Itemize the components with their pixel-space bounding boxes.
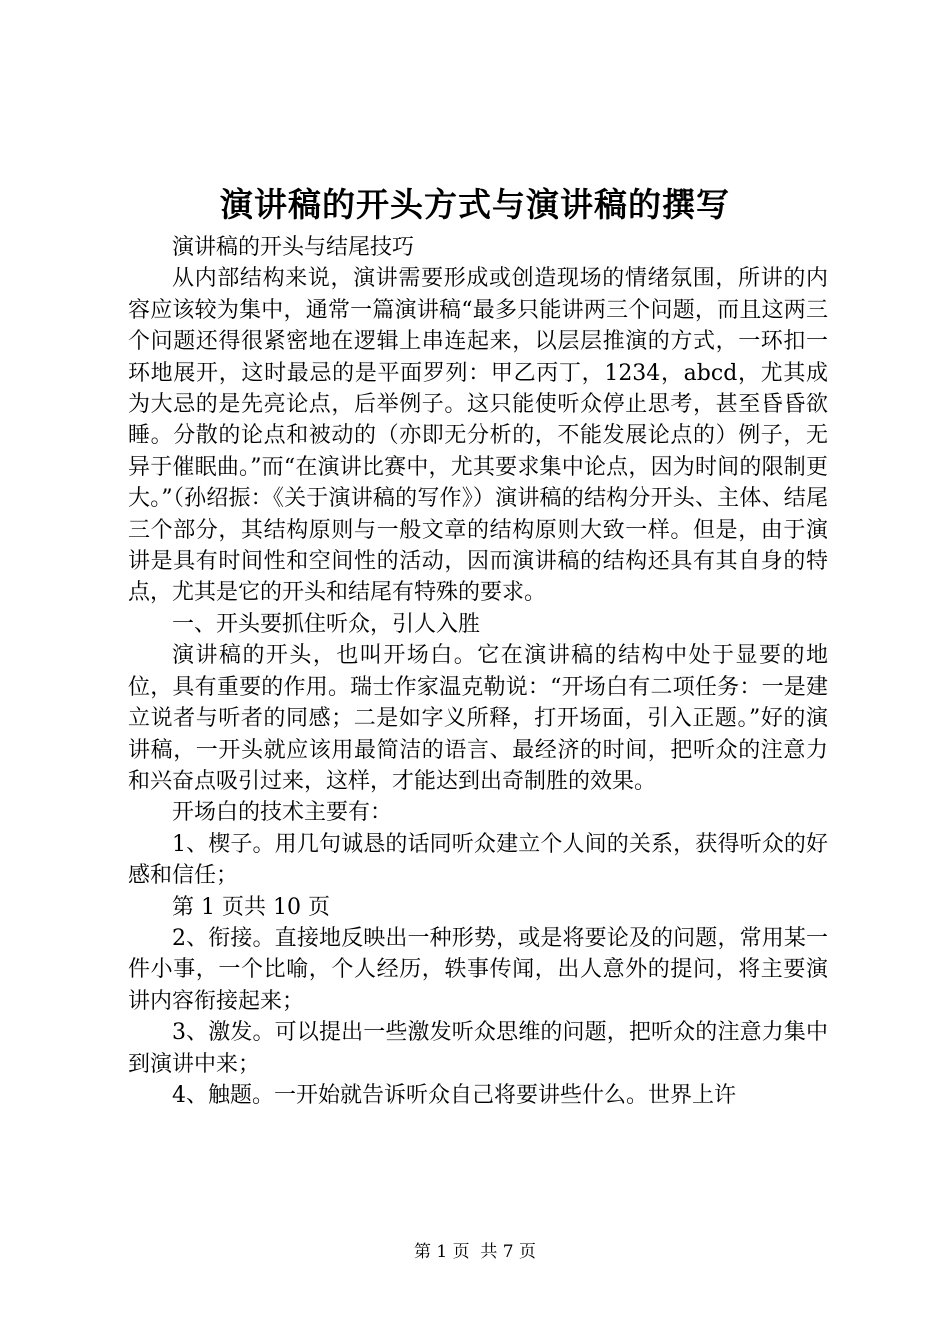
document-body xyxy=(128,232,828,1111)
inline-page-marker: 第 1 页共 10 页 xyxy=(172,894,330,920)
list-item: 4、触题。一开始就告诉听众自己将要讲些什么。世界上许 xyxy=(172,1082,736,1108)
body-paragraph: 从内部结构来说，演讲需要形成或创造现场的情绪氛围，所讲的内容应该较为集中，通常一篇演讲稿“最多只能讲两三个问题，而且这两三个问题还得很紧密地在逻辑上串连起来，以层层推演的方式，一环扣一环地展开，这时最忌的是平面罗列：甲乙丙丁，1234，abcd，尤其成为大忌的是先亮论点，后举例子。这只能使听众停止思考，甚至昏昏欲睡。分散的论点和被动的（亦即无分析的，不能发展论点的）例子，无异于催眠曲。”而“在演讲比赛中，尤其要求集中论点，因为时间的限制更大。”（孙绍振：《关于演讲稿的写作》）演讲稿的结构分开头、主体、结尾三个部分，其结构原则与一般文章的结构原则大致一样。但是，由于演讲是具有时间性和空间性的活动，因而演讲稿的结构还具有其自身的特点，尤其是它的开头和结尾有特殊的要求。 xyxy=(128,266,828,606)
body-paragraph: 演讲稿的开头，也叫开场白。它在演讲稿的结构中处于显要的地位，具有重要的作用。瑞士作家温克勒说：“开场白有二项任务：一是建立说者与听者的同感；二是如字义所释，打开场面，引入正题。”好的演讲稿，一开头就应该用最简洁的语言、最经济的时间，把听众的注意力和兴奋点吸引过来，这样，才能达到出奇制胜的效果。 xyxy=(128,643,828,794)
document-title: 演讲稿的开头方式与演讲稿的撰写 xyxy=(220,185,730,224)
list-item: 1、楔子。用几句诚恳的话同听众建立个人间的关系，获得听众的好感和信任； xyxy=(128,831,828,889)
list-item: 3、激发。可以提出一些激发听众思维的问题，把听众的注意力集中到演讲中来； xyxy=(128,1020,828,1077)
section-heading: 一、开头要抓住听众，引人入胜 xyxy=(172,611,481,637)
body-paragraph: 开场白的技术主要有： xyxy=(172,800,393,826)
list-item: 2、衔接。直接地反映出一种形势，或是将要论及的问题，常用某一件小事，一个比喻，个人经历，轶事传闻，出人意外的提问，将主要演讲内容衔接起来； xyxy=(128,925,828,1014)
section-heading: 演讲稿的开头与结尾技巧 xyxy=(172,235,415,260)
page-footer: 第 1 页 共 7 页 xyxy=(413,1242,537,1262)
